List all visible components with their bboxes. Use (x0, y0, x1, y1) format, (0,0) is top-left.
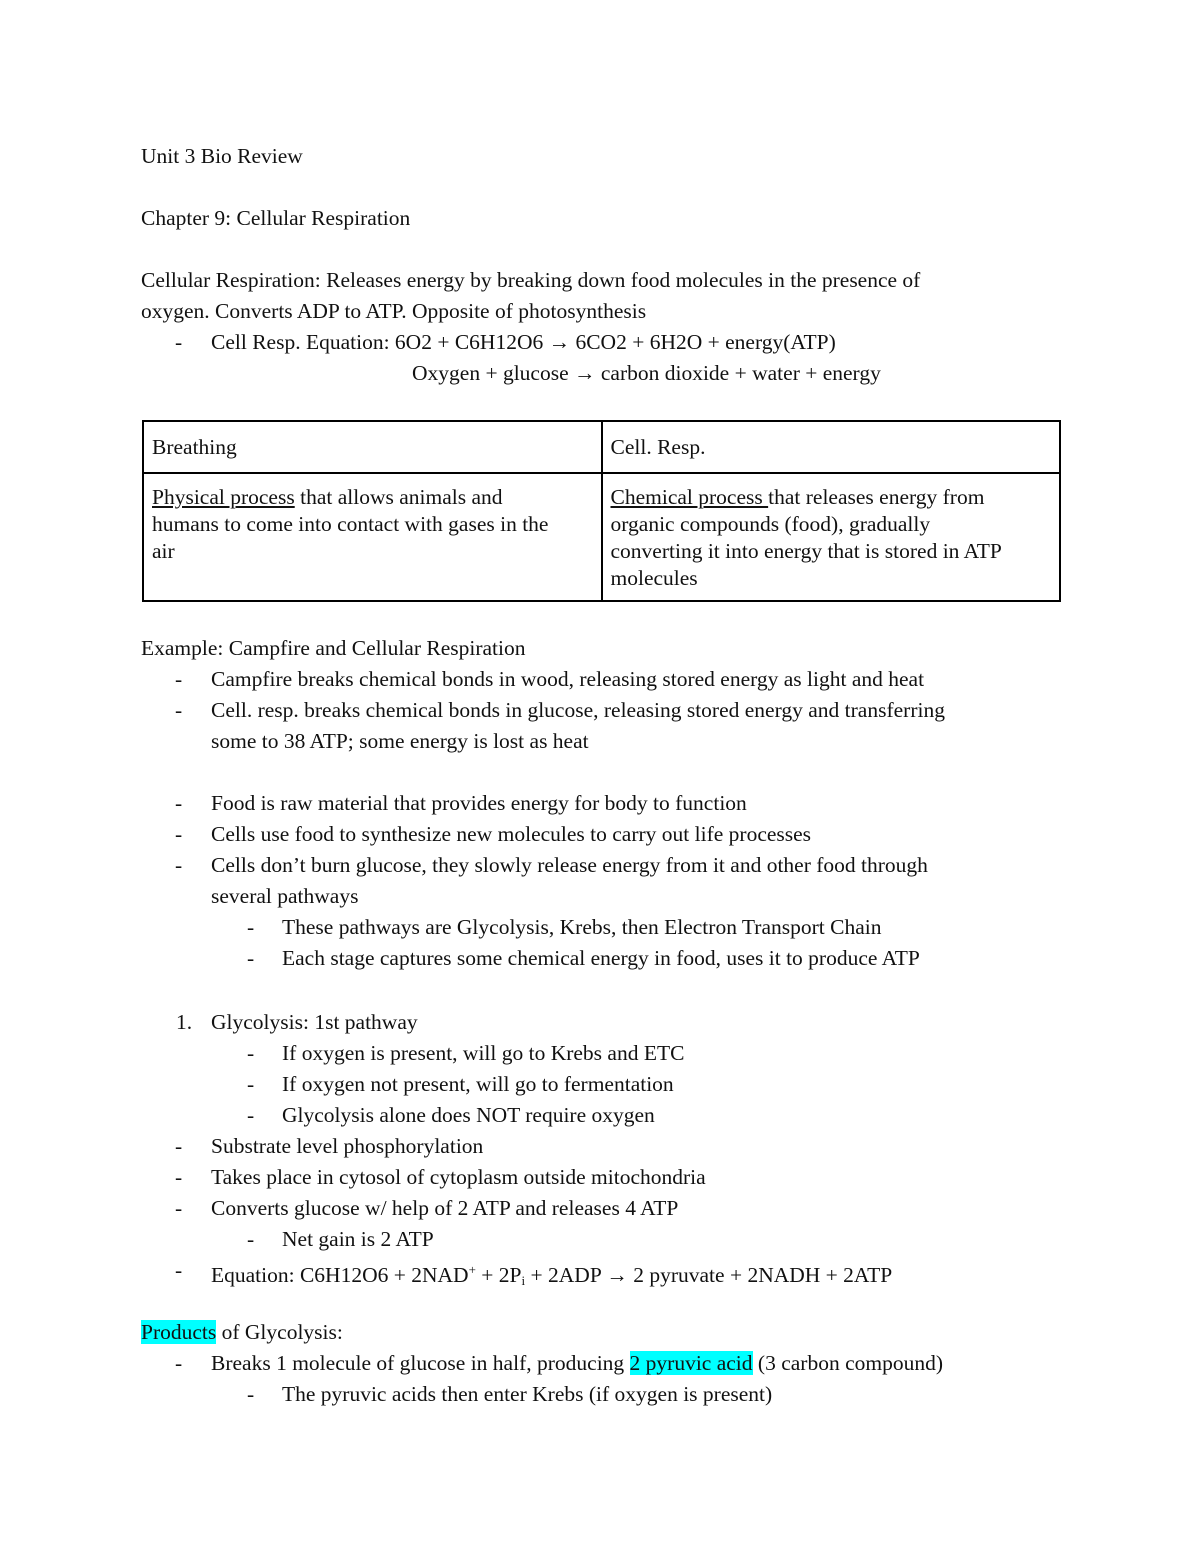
equation-part: Equation: C6H12O6 + 2NAD (211, 1263, 469, 1287)
bullet-dash: - (175, 1165, 183, 1189)
list-item: Takes place in cytosol of cytoplasm outside mitochondria (211, 1165, 706, 1189)
table-cell-breathing (143, 473, 602, 601)
bullet-dash: - (175, 1196, 183, 1220)
sub-list-item: Net gain is 2 ATP (282, 1227, 434, 1251)
list-item: Cells don’t burn glucose, they slowly release energy from it and other food through (211, 853, 928, 877)
glycolysis-heading: Glycolysis: 1st pathway (211, 1010, 418, 1034)
products-heading-rest: of Glycolysis: (216, 1320, 343, 1344)
sub-list-item: If oxygen is present, will go to Krebs and ETC (282, 1041, 685, 1065)
glycolysis-equation (211, 1256, 892, 1295)
sub-list-item: If oxygen not present, will go to fermentation (282, 1072, 674, 1096)
chemical-process-term: Chemical process (610, 485, 769, 509)
list-item: Cells use food to synthesize new molecules to carry out life processes (211, 822, 812, 846)
sub-bullet-dash: - (247, 915, 255, 939)
list-item: Food is raw material that provides energy for body to function (211, 791, 747, 815)
table-cell-text: that releases energy from (768, 485, 985, 509)
list-item: Cell. resp. breaks chemical bonds in glucose, releasing stored energy and transferring (211, 698, 945, 722)
physical-process-term: Physical process (152, 485, 295, 509)
bullet-dash: - (175, 853, 183, 877)
comparison-table (142, 420, 1061, 602)
table-cell-text: converting it into energy that is stored in ATP (610, 539, 1002, 563)
equation-part: + 2ADP → 2 pyruvate + 2NADH + 2ATP (525, 1263, 893, 1287)
bullet-dash: - (175, 330, 183, 354)
bullet-dash: - (175, 667, 183, 691)
sub-bullet-dash: - (247, 1072, 255, 1096)
equation-words-line: Oxygen + glucose → carbon dioxide + water + energy (412, 361, 881, 385)
document-title: Unit 3 Bio Review (141, 144, 303, 168)
list-item: Converts glucose w/ help of 2 ATP and releases 4 ATP (211, 1196, 679, 1220)
bullet-dash: - (175, 1351, 183, 1375)
sub-list-item: Each stage captures some chemical energy in food, uses it to produce ATP (282, 946, 920, 970)
table-cell-cell-resp (602, 473, 1061, 601)
equation-subscript: i (521, 1273, 526, 1288)
table-cell-text: air (152, 539, 175, 563)
table-header-row (143, 421, 1060, 473)
sub-bullet-dash: - (247, 1382, 255, 1406)
equation-superscript: + (468, 1262, 476, 1277)
bullet-dash: - (175, 698, 183, 722)
products-highlight: Products (141, 1320, 217, 1344)
definition-line: Cellular Respiration: Releases energy by breaking down food molecules in the presence of (141, 268, 921, 292)
sub-list-item: These pathways are Glycolysis, Krebs, then Electron Transport Chain (282, 915, 882, 939)
list-number: 1. (176, 1010, 193, 1034)
bullet-dash: - (175, 1258, 183, 1282)
equation-line: Cell Resp. Equation: 6O2 + C6H12O6 → 6CO2 + 6H2O + energy(ATP) (211, 330, 836, 354)
list-item-continuation: some to 38 ATP; some energy is lost as heat (211, 729, 589, 753)
sub-list-item: Glycolysis alone does NOT require oxygen (282, 1103, 655, 1127)
sub-list-item: The pyruvic acids then enter Krebs (if oxygen is present) (282, 1382, 773, 1406)
list-item-text: (3 carbon compound) (752, 1351, 944, 1375)
table-cell-text: humans to come into contact with gases in the (152, 512, 549, 536)
chapter-heading: Chapter 9: Cellular Respiration (141, 206, 411, 230)
sub-bullet-dash: - (247, 946, 255, 970)
list-item-continuation: several pathways (211, 884, 359, 908)
list-item: Substrate level phosphorylation (211, 1134, 484, 1158)
list-item-text: Breaks 1 molecule of glucose in half, producing (211, 1351, 630, 1375)
bullet-dash: - (175, 1134, 183, 1158)
sub-bullet-dash: - (247, 1041, 255, 1065)
table-header-cell-resp: Cell. Resp. (602, 421, 1061, 473)
bullet-dash: - (175, 791, 183, 815)
table-cell-text: that allows animals and (294, 485, 503, 509)
pyruvic-acid-highlight: 2 pyruvic acid (629, 1351, 753, 1375)
products-heading (141, 1318, 343, 1346)
list-item: Campfire breaks chemical bonds in wood, releasing stored energy as light and heat (211, 667, 925, 691)
table-row (143, 473, 1060, 601)
example-heading: Example: Campfire and Cellular Respiration (141, 636, 526, 660)
definition-line: oxygen. Converts ADP to ATP. Opposite of photosynthesis (141, 299, 647, 323)
sub-bullet-dash: - (247, 1103, 255, 1127)
bullet-dash: - (175, 822, 183, 846)
equation-part: + 2P (475, 1263, 522, 1287)
table-header-breathing: Breathing (143, 421, 602, 473)
table-cell-text: molecules (610, 566, 698, 590)
table-cell-text: organic compounds (food), gradually (610, 512, 931, 536)
sub-bullet-dash: - (247, 1227, 255, 1251)
list-item (211, 1349, 943, 1377)
